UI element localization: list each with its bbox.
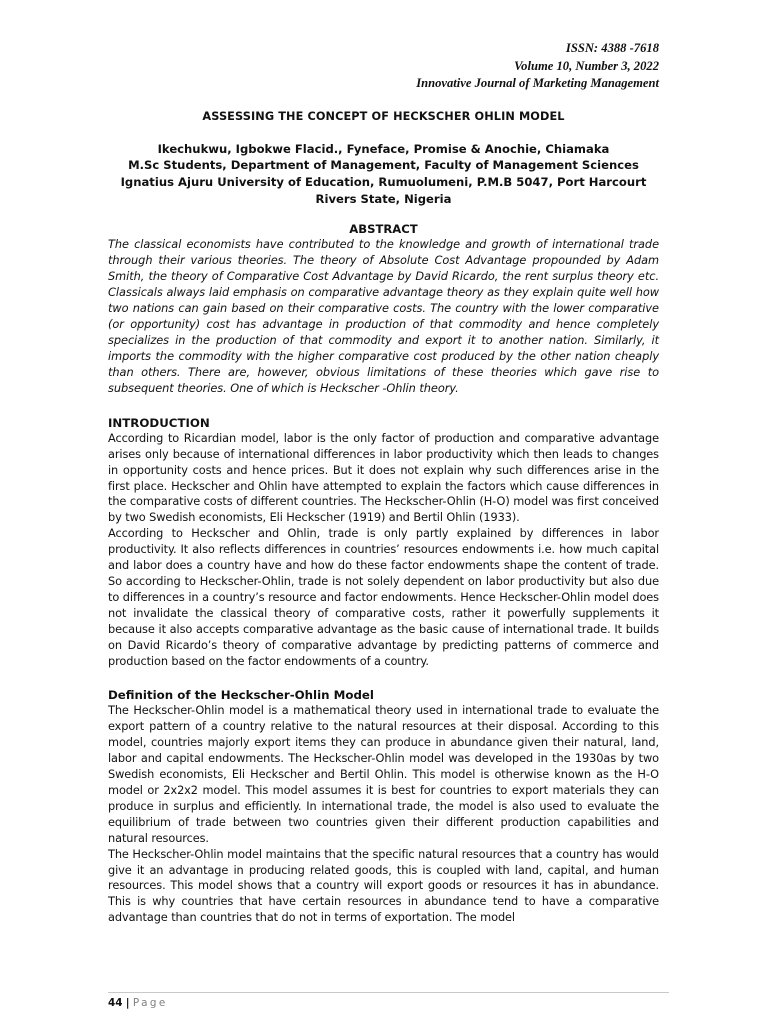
paragraph: According to Heckscher and Ohlin, trade is only partly explained by differences in labor productivity. It also reflects differences in countries’ resources endowments i.e. how much capital and labor does a country have and how do these factor endowments shape the content of trade. So according to Heckscher-Ohlin, trade is not solely dependent on labor productivity but also due to differences in a country’s resource and factor endowments. Hence Heckscher-Ohlin model does not invalidate the classical theory of comparative costs, rather it powerfully supplements it because it also accepts comparative advantage as the basic cause of international trade. It builds on David Ricardo’s theory of comparative advantage by predicting patterns of commerce and production based on the factor endowments of a country. [108,526,659,668]
page-label: Page [132,997,168,1009]
author-institution: Ignatius Ajuru University of Education, Rumuolumeni, P.M.B 5047, Port Harcourt [120,174,647,189]
journal-header [108,40,659,93]
paper-page [108,40,659,926]
author-block [108,141,659,208]
definition-heading: Definition of the Heckscher-Ohlin Model [108,688,374,703]
author-names: Ikechukwu, Igbokwe Flacid., Fyneface, Promise & Anochie, Chiamaka [157,141,610,156]
introduction-body [108,431,659,670]
paragraph: The Heckscher-Ohlin model is a mathematical theory used in international trade to evaluate the export pattern of a country relative to the natural resources at their disposal. According to this model, countries majorly export items they can produce in abundance given their natural, land, labor and capital endowments. The Heckscher-Ohlin model was developed in the 1930as by two Swedish economists, Eli Heckscher and Bertil Ohlin. This model is otherwise known as the H-O model or 2x2x2 model. This model assumes it is best for countries to export materials they can produce in surplus and efficiently. In international trade, the model is also used to evaluate the equilibrium of trade between two countries given their different production capabilities and natural resources. [108,703,659,845]
introduction-heading: INTRODUCTION [108,415,210,430]
page-footer [108,992,669,1010]
page-number: 44 [108,997,123,1009]
issn: ISSN: 4388 -7618 [565,41,659,55]
paper-title: ASSESSING THE CONCEPT OF HECKSCHER OHLIN MODEL [202,109,565,123]
definition-body [108,703,659,926]
journal-name: Innovative Journal of Marketing Management [416,76,659,90]
footer-separator: | [125,997,130,1009]
abstract-heading: ABSTRACT [349,222,418,237]
paragraph: According to Ricardian model, labor is the only factor of production and comparative advantage arises only because of international differences in labor productivity which then leads to changes in opportunity costs and hence prices. But it does not explain why such differences arise in the first place. Heckscher and Ohlin have attempted to explain the factors which cause differences in the comparative costs of different countries. The Heckscher-Ohlin (H-O) model was first conceived by two Swedish economists, Eli Heckscher (1919) and Bertil Ohlin (1933). [108,430,659,525]
author-location: Rivers State, Nigeria [315,191,452,206]
paragraph: The Heckscher-Ohlin model maintains that the specific natural resources that a country has would give it an advantage in producing related goods, this is coupled with land, capital, and human resources. This model shows that a country will export goods or resources it has in abundance. This is why countries that have certain resources in abundance tend to have a comparative advantage than countries that do not in terms of exportation. The model [108,846,659,925]
author-affiliation: M.Sc Students, Department of Management, Faculty of Management Sciences [128,158,639,173]
abstract-text: The classical economists have contributed to the knowledge and growth of international trade through their various theories. The theory of Absolute Cost Advantage propounded by Adam Smith, the theory of Comparative Cost Advantage by David Ricardo, the rent surplus theory etc. Classicals always laid emphasis on comparative advantage theory as they explain quite well how two nations can gain based on their comparative costs. The country with the lower comparative (or opportunity) cost has advantage in production of that commodity and hence completely specializes in the production of that commodity and export it to another nation. Similarly, it imports the commodity with the higher comparative cost produced by the other nation cheaply than others. There are, however, obvious limitations of these theories which gave rise to subsequent theories. One of which is Heckscher -Ohlin theory. [108,237,659,395]
volume-number: Volume 10, Number 3, 2022 [514,58,659,73]
